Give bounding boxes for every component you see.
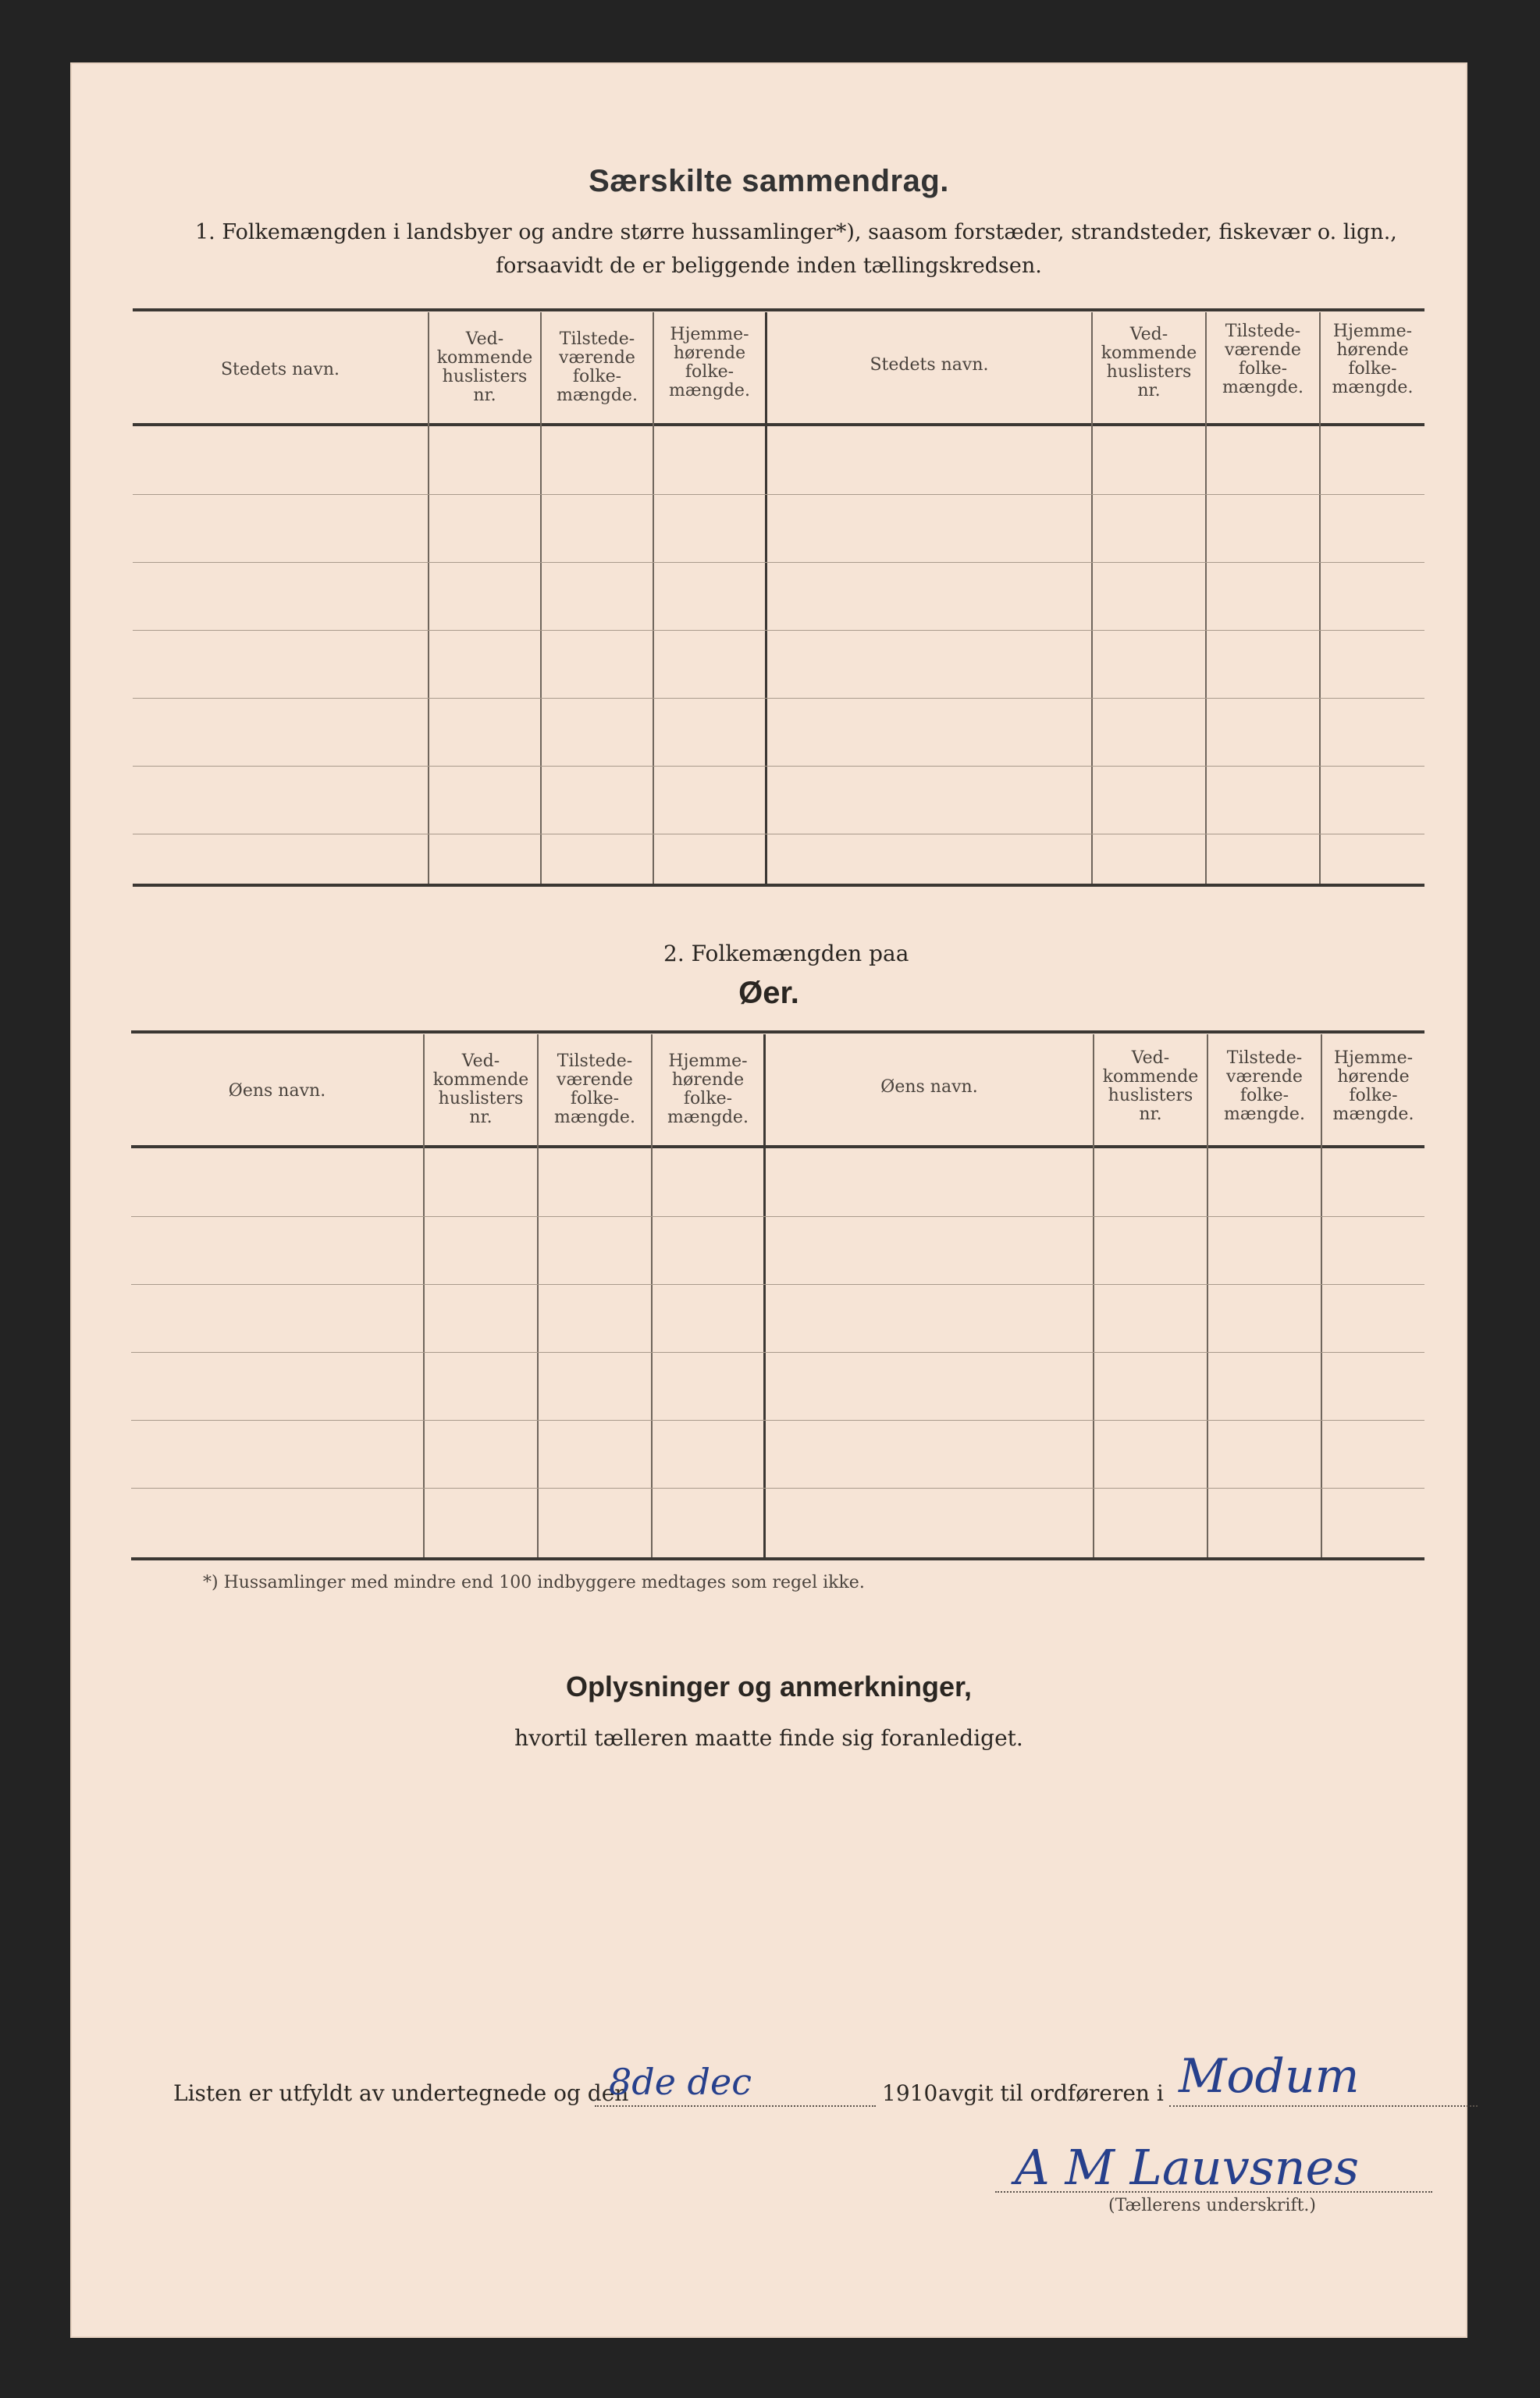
col2-tilstede-right: Tilstede- værende folke- mængde. bbox=[1224, 1048, 1305, 1124]
col-stedets-navn-right: Stedets navn. bbox=[870, 355, 989, 375]
col2-huslister-right: Ved- kommende huslisters nr. bbox=[1102, 1048, 1199, 1124]
col2-hjemme-left: Hjemme- hørende folke- mængde. bbox=[667, 1051, 749, 1127]
date-handwritten: 8de dec bbox=[609, 2061, 752, 2103]
table1-top-rule bbox=[133, 308, 1424, 311]
census-form-page bbox=[70, 62, 1467, 2338]
col-huslister-left: Ved- kommende huslisters nr. bbox=[436, 329, 533, 405]
form-title: Særskilte sammendrag. bbox=[589, 164, 949, 198]
enumerator-signature: A M Lauvsnes bbox=[1015, 2139, 1360, 2196]
table2-header-rule bbox=[131, 1145, 1424, 1148]
col2-tilstede-left: Tilstede- værende folke- mængde. bbox=[554, 1051, 635, 1127]
col-oens-navn-left: Øens navn. bbox=[228, 1081, 326, 1101]
col-oens-navn-right: Øens navn. bbox=[880, 1077, 978, 1097]
table1-header-rule bbox=[133, 423, 1424, 426]
municipality-handwritten: Modum bbox=[1179, 2049, 1360, 2104]
section2-title: Øer. bbox=[738, 976, 799, 1010]
col-stedets-navn-left: Stedets navn. bbox=[220, 360, 340, 379]
col2-hjemme-right: Hjemme- hørende folke- mængde. bbox=[1332, 1048, 1414, 1124]
signature-year: 1910 bbox=[882, 2080, 938, 2106]
section1-intro-line2: forsaavidt de er beliggende inden tællingskredsen. bbox=[496, 254, 1042, 278]
col2-huslister-left: Ved- kommende huslisters nr. bbox=[432, 1051, 529, 1127]
col-hjemme-left: Hjemme- hørende folke- mængde. bbox=[669, 325, 750, 400]
table1-bottom-rule bbox=[133, 884, 1424, 887]
section2-intro: 2. Folkemængden paa bbox=[663, 941, 909, 966]
col-tilstede-right: Tilstede- værende folke- mængde. bbox=[1222, 322, 1303, 397]
remarks-subtitle: hvortil tælleren maatte finde sig foranlediget. bbox=[514, 1725, 1023, 1751]
col-hjemme-right: Hjemme- hørende folke- mængde. bbox=[1332, 322, 1414, 397]
signature-text-before: Listen er utfyldt av undertegnede og den bbox=[173, 2080, 629, 2106]
section1-intro-line1: 1. Folkemængden i landsbyer og andre større hussamlinger*), saasom forstæder, strandsteder, fiskevær o. lign., bbox=[195, 220, 1397, 244]
table2-bottom-rule bbox=[131, 1557, 1424, 1560]
col-tilstede-left: Tilstede- værende folke- mængde. bbox=[557, 329, 638, 405]
footnote: *) Hussamlinger med mindre end 100 indbyggere medtages som regel ikke. bbox=[203, 1573, 865, 1592]
signature-caption: (Tællerens underskrift.) bbox=[1108, 2196, 1316, 2215]
col-huslister-right: Ved- kommende huslisters nr. bbox=[1101, 325, 1197, 400]
signature-text-middle: avgit til ordføreren i bbox=[938, 2080, 1164, 2106]
remarks-title: Oplysninger og anmerkninger, bbox=[565, 1670, 973, 1702]
table2-top-rule bbox=[131, 1030, 1424, 1034]
